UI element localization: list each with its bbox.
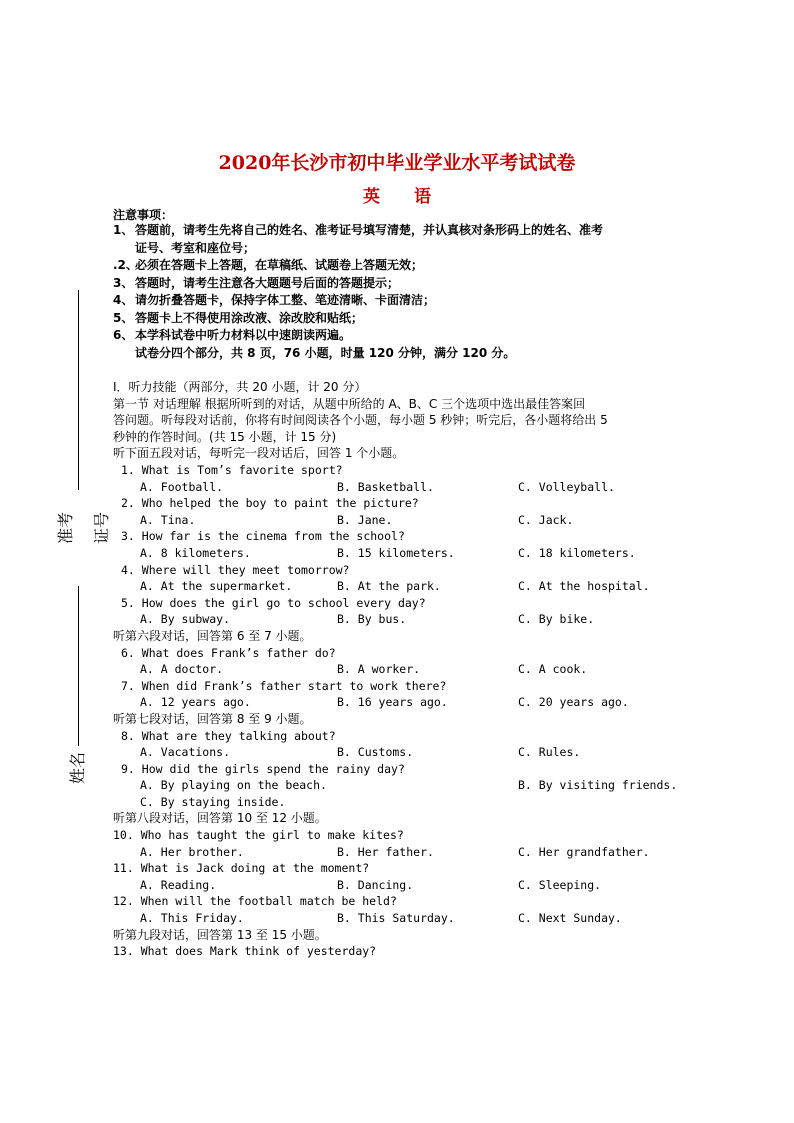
exam-title: 2020年长沙市初中毕业学业水平考试试卷 bbox=[218, 152, 576, 174]
option-c: C. Sleeping. bbox=[518, 877, 602, 892]
question-text: 8. What are they talking about? bbox=[121, 728, 336, 743]
notice-item: 5、 答题卡上不得使用涂改液、涂改胶和贴纸； bbox=[113, 310, 364, 325]
option-b: B. 15 kilometers. bbox=[337, 545, 455, 560]
side-line-middle bbox=[78, 586, 79, 746]
option-a: A. Vacations. bbox=[140, 745, 231, 760]
name-label: 姓名 bbox=[68, 752, 87, 785]
option-c: C. By staying inside. bbox=[140, 794, 286, 809]
options-row bbox=[113, 578, 688, 595]
option-c: C. Rules. bbox=[518, 745, 581, 760]
option-b: B. At the park. bbox=[337, 579, 441, 594]
option-c: C. At the hospital. bbox=[518, 579, 650, 594]
option-a: A. At the supermarket. bbox=[140, 579, 293, 594]
subject-title: 英 语 bbox=[363, 187, 431, 207]
notice-list bbox=[113, 222, 688, 362]
options-row bbox=[113, 479, 688, 496]
option-c: C. Her grandfather. bbox=[518, 844, 650, 859]
question-text: 1. What is Tom’s favorite sport? bbox=[121, 463, 343, 477]
notice-summary: 试卷分四个部分，共 8 页，76 小题，时量 120 分钟，满分 120 分。 bbox=[135, 345, 516, 360]
question-text: 9. How did the girls spend the rainy day? bbox=[121, 761, 405, 776]
side-line-top bbox=[78, 290, 79, 490]
options-row bbox=[113, 512, 688, 529]
instruction-line: 听下面五段对话，每听完一段对话后，回答 1 个小题。 bbox=[113, 446, 405, 461]
notice-item: 3、 答题时，请考生注意各大题题号后面的答题提示； bbox=[113, 275, 400, 290]
question-row bbox=[113, 528, 688, 545]
option-b: B. This Saturday. bbox=[337, 911, 455, 926]
part1-intro-line: 秒钟的作答时间。(共 15 小题，计 15 分) bbox=[113, 429, 337, 444]
exam-number-label: 准考证号 bbox=[56, 512, 111, 545]
section-intro bbox=[113, 379, 688, 462]
option-a: A. Tina. bbox=[140, 512, 196, 527]
option-a: A. Football. bbox=[140, 479, 224, 494]
question-text: 5. How does the girl go to school every day? bbox=[121, 595, 426, 610]
option-a: A. By playing on the beach. bbox=[140, 778, 327, 793]
question-row bbox=[113, 645, 688, 662]
options-row bbox=[113, 777, 688, 794]
question-row bbox=[113, 827, 688, 844]
question-text: 13. What does Mark think of yesterday? bbox=[113, 944, 377, 959]
question-row bbox=[113, 893, 688, 910]
option-b: B. By visiting friends. bbox=[518, 778, 678, 793]
part1-intro-line: 第一节 对话理解 根据所听到的对话，从题中所给的 A、B、C 三个选项中选出最佳答案回 bbox=[113, 396, 586, 411]
question-text: 3. How far is the cinema from the school? bbox=[121, 529, 405, 544]
question-text: 2. Who helped the boy to paint the picture? bbox=[121, 496, 419, 511]
question-text: 4. Where will they meet tomorrow? bbox=[121, 562, 350, 577]
option-b: B. A worker. bbox=[337, 662, 421, 677]
question-text: 12. When will the football match be held? bbox=[113, 894, 397, 909]
option-c: C. Next Sunday. bbox=[518, 911, 622, 926]
question-text: 10. Who has taught the girl to make kites? bbox=[113, 828, 404, 843]
option-a: A. 8 kilometers. bbox=[140, 545, 251, 560]
options-row bbox=[113, 545, 688, 562]
options-row bbox=[113, 794, 688, 811]
part1-intro-line: 答问题。听每段对话前，你将有时间阅读各个小题，每小题 5 秒钟；听完后，各小题将给出 5 bbox=[113, 413, 608, 428]
notice-item: 4、 请勿折叠答题卡，保持字体工整、笔迹清晰、卡面清洁； bbox=[113, 293, 436, 307]
options-row bbox=[113, 910, 688, 927]
option-b: B. Customs. bbox=[337, 745, 414, 760]
notice-item: 1、 答题前，请考生先将自己的姓名、准考证号填写清楚，并认真核对条形码上的姓名、准考 证号、考室和座位号； bbox=[113, 223, 604, 255]
option-a: A. 12 years ago. bbox=[140, 695, 251, 710]
question-row bbox=[113, 462, 688, 479]
instruction-line: 听第六段对话，回答第 6 至 7 小题。 bbox=[113, 628, 312, 643]
option-b: B. By bus. bbox=[337, 612, 407, 627]
option-a: A. Reading. bbox=[140, 877, 217, 892]
options-row bbox=[113, 694, 688, 711]
option-a: A. A doctor. bbox=[140, 662, 224, 677]
instruction-line: 听第七段对话，回答第 8 至 9 小题。 bbox=[113, 711, 312, 726]
option-c: C. A cook. bbox=[518, 662, 588, 677]
options-row bbox=[113, 844, 688, 861]
question-text: 6. What does Frank’s father do? bbox=[121, 645, 336, 660]
questions-block bbox=[113, 462, 688, 960]
notice-item: .2、必须在答题卡上答题，在草稿纸、试题卷上答题无效； bbox=[113, 258, 424, 272]
question-row bbox=[113, 678, 688, 695]
option-c: C. 20 years ago. bbox=[518, 695, 629, 710]
option-b: B. Her father. bbox=[337, 844, 434, 859]
notice-heading: 注意事项： bbox=[113, 208, 174, 222]
option-b: B. Dancing. bbox=[337, 877, 414, 892]
options-row bbox=[113, 661, 688, 678]
options-row bbox=[113, 877, 688, 894]
question-text: 11. What is Jack doing at the moment? bbox=[113, 861, 370, 876]
option-a: A. This Friday. bbox=[140, 911, 244, 926]
instruction-line: 听第九段对话，回答第 13 至 15 小题。 bbox=[113, 927, 327, 942]
question-text: 7. When did Frank’s father start to work there? bbox=[121, 678, 447, 693]
options-row bbox=[113, 744, 688, 761]
question-row bbox=[113, 495, 688, 512]
option-b: B. Basketball. bbox=[337, 479, 434, 494]
question-row bbox=[113, 728, 688, 745]
question-row bbox=[113, 761, 688, 778]
option-b: B. Jane. bbox=[337, 512, 393, 527]
options-row bbox=[113, 611, 688, 628]
question-row bbox=[113, 595, 688, 612]
question-row bbox=[113, 562, 688, 579]
question-row bbox=[113, 943, 688, 960]
option-c: C. By bike. bbox=[518, 612, 595, 627]
section-heading: I．听力技能（两部分，共 20 小题，计 20 分） bbox=[113, 380, 367, 394]
option-b: B. 16 years ago. bbox=[337, 695, 448, 710]
option-c: C. 18 kilometers. bbox=[518, 545, 636, 560]
instruction-line: 听第八段对话，回答第 10 至 12 小题。 bbox=[113, 811, 327, 826]
option-a: A. Her brother. bbox=[140, 844, 244, 859]
option-c: C. Volleyball. bbox=[518, 479, 615, 494]
option-a: A. By subway. bbox=[140, 612, 231, 627]
question-row bbox=[113, 860, 688, 877]
notice-item: 6、 本学科试卷中听力材料以中速朗读两遍。 bbox=[113, 328, 352, 342]
option-c: C. Jack. bbox=[518, 512, 574, 527]
